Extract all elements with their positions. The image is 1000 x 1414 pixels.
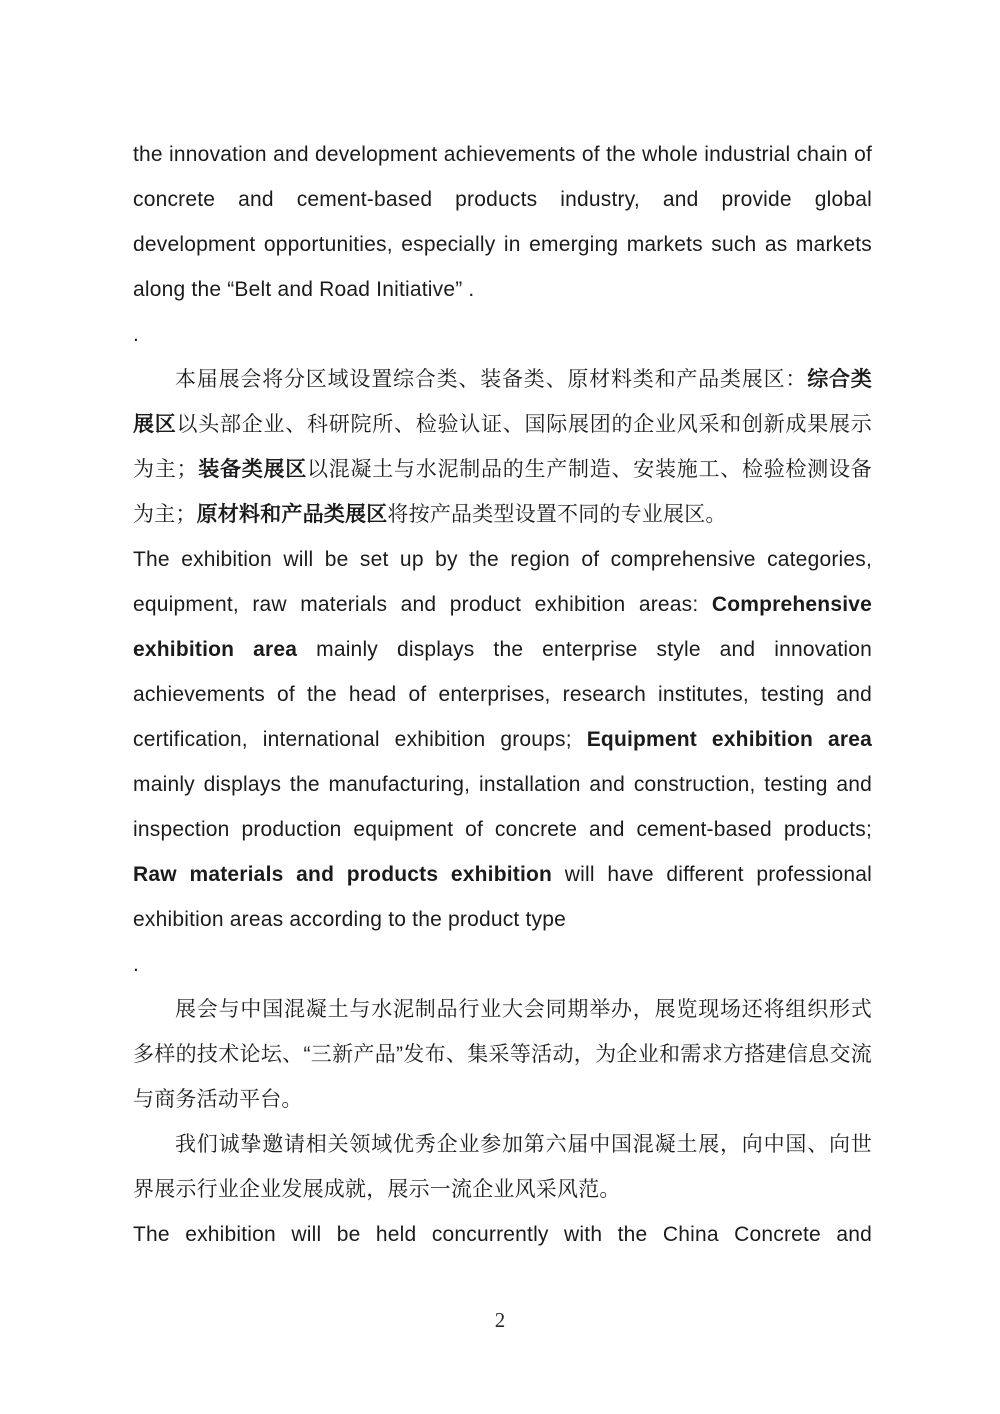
paragraph-zones-en bbox=[133, 537, 872, 942]
text-run: The exhibition will be set up by the region of comprehensive categories, equipment, raw materials and product exhibition areas: bbox=[133, 548, 872, 616]
text-run: mainly displays the enterprise style and innovation achievements of the head of enterprises, research institutes, testing and certification, international exhibition groups; bbox=[133, 638, 873, 751]
text-run: . bbox=[133, 953, 140, 976]
paragraph-intro-en bbox=[133, 132, 872, 312]
text-run: mainly displays the manufacturing, installation and construction, testing and inspection production equipment of concrete and cement-based products; bbox=[133, 773, 872, 841]
text-run-bold: 综合类展区 bbox=[133, 368, 872, 436]
text-run-bold: Raw materials and products exhibition bbox=[133, 863, 553, 886]
paragraph-invitation-zh bbox=[133, 1122, 872, 1212]
text-run: 我们诚挚邀请相关领域优秀企业参加第六届中国混凝土展，向中国、向世界展示行业企业发展成就，展示一流企业风采风范。 bbox=[133, 1133, 872, 1201]
separator-dot bbox=[133, 942, 872, 987]
text-run: 以混凝土与水泥制品的生产制造、安装施工、检验检测设备为主； bbox=[133, 458, 872, 526]
text-run: The exhibition will be held concurrently with the China Concrete and bbox=[133, 1223, 872, 1246]
text-run-bold: Equipment exhibition area bbox=[586, 728, 873, 751]
text-run-bold: 原材料和产品类展区 bbox=[196, 503, 388, 526]
page-number: 2 bbox=[494, 1308, 506, 1332]
text-run: 展会与中国混凝土与水泥制品行业大会同期举办，展览现场还将组织形式多样的技术论坛、“三新产品”发布、集采等活动，为企业和需求方搭建信息交流与商务活动平台。 bbox=[133, 998, 872, 1111]
text-run-bold: 装备类展区 bbox=[197, 458, 308, 481]
paragraph-concurrent-en bbox=[133, 1212, 872, 1257]
text-run: . bbox=[133, 323, 140, 346]
page-body bbox=[133, 132, 872, 1257]
text-run-bold: Comprehensive exhibition area bbox=[133, 593, 872, 661]
text-run: the innovation and development achievements of the whole industrial chain of concrete and cement-based products industry, and provide global development opportunities, especially in emerging markets such as markets along the “Belt and Road Initiative” . bbox=[133, 143, 872, 301]
separator-dot bbox=[133, 312, 872, 357]
paragraph-zones-zh bbox=[133, 357, 872, 537]
text-run: 将按产品类型设置不同的专业展区。 bbox=[387, 503, 727, 526]
text-run: 本届展会将分区域设置综合类、装备类、原材料类和产品类展区： bbox=[175, 368, 808, 391]
paragraph-events-zh bbox=[133, 987, 872, 1122]
text-run: 以头部企业、科研院所、检验认证、国际展团的企业风采和创新成果展示为主； bbox=[133, 413, 872, 481]
text-run: will have different professional exhibition areas according to the product type bbox=[133, 863, 872, 931]
